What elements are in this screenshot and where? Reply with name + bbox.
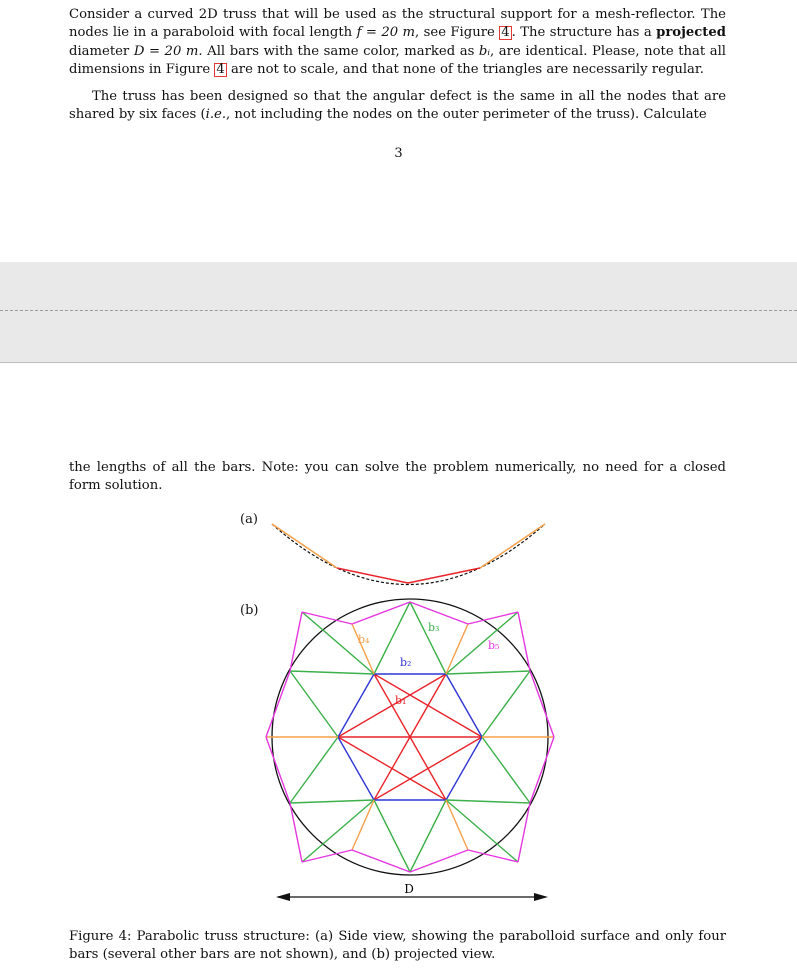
- pdf-page-3: [0, 0, 797, 263]
- page-break-line: [0, 310, 797, 311]
- paragraph-continuation: the lengths of all the bars. Note: you can solve the problem numerically, no need for a closed form solution.: [69, 460, 726, 494]
- truss-bar-b5: [518, 612, 530, 671]
- truss-bar-b5: [266, 737, 290, 803]
- truss-bar-b3: [482, 737, 530, 803]
- text-run: . The structure has a: [511, 25, 657, 41]
- diameter-label: D: [404, 882, 414, 896]
- truss-bar-b1: [338, 674, 446, 737]
- text-run: diameter: [69, 43, 134, 59]
- truss-bar-b1: [338, 737, 446, 800]
- text-run: are not to scale, and that none of the triangles are necessarily regular.: [226, 61, 704, 77]
- truss-bar-b5: [266, 671, 290, 737]
- figure-caption: Figure 4: Parabolic truss structure: (a) Side view, showing the parabolloid surface and only four bars (several other bars are not shown), and (b) projected view.: [69, 929, 726, 963]
- bar-label-b2: b₂: [400, 656, 412, 669]
- page-gap: [0, 262, 797, 362]
- truss-bar-b3: [290, 671, 338, 737]
- bar-label-b1: b₁: [395, 694, 407, 707]
- math-focal-length: f = 20 m: [356, 25, 416, 41]
- truss-bar-b3: [446, 671, 530, 674]
- truss-bar-b5: [530, 737, 554, 803]
- truss-bar-b4: [446, 800, 468, 850]
- bar-label-b5: b₅: [488, 639, 500, 652]
- text-run: . All bars with the same color, marked as: [198, 43, 479, 59]
- projected-view-figure: [0, 363, 797, 977]
- truss-bar-b3: [410, 800, 446, 872]
- diameter-arrow-left-head: [276, 893, 290, 901]
- diameter-arrow-right-head: [534, 893, 548, 901]
- bar-label-b4: b₄: [358, 633, 370, 646]
- text-run: , see Figure: [415, 25, 500, 41]
- subfigure-label-b: (b): [240, 603, 259, 618]
- truss-bar-b4: [446, 624, 468, 674]
- page-number: 3: [394, 146, 403, 161]
- text-ie: i.e.: [205, 107, 227, 123]
- truss-bar-b3: [446, 800, 530, 803]
- text-run: The truss has been designed so that the angular defect is the same in all the nodes that are shared by six faces (: [69, 89, 726, 123]
- bar-label-b3: b₃: [428, 621, 440, 634]
- truss-bar-b3: [410, 602, 446, 674]
- paragraph-truss-description: [69, 6, 726, 79]
- figure-ref-link[interactable]: 4: [216, 61, 225, 77]
- truss-bar-b4: [352, 800, 374, 850]
- paragraph-angular-defect: [69, 88, 726, 125]
- pdf-page-4: [0, 362, 797, 977]
- subfigure-label-a: (a): [240, 512, 258, 527]
- bold-term: projected: [656, 25, 726, 41]
- truss-bar-b3: [482, 671, 530, 737]
- truss-bar-b3: [290, 800, 374, 803]
- truss-bar-b2: [338, 737, 374, 800]
- truss-bar-b5: [530, 671, 554, 737]
- figure-ref-link[interactable]: 4: [501, 25, 510, 41]
- truss-bar-b2: [446, 674, 482, 737]
- text-run: , not including the nodes on the outer perimeter of the truss). Calculate: [226, 107, 707, 123]
- truss-bar-b4: [352, 624, 374, 674]
- math-diameter: D = 20 m: [133, 43, 199, 59]
- truss-bar-b5: [290, 803, 302, 862]
- truss-bar-b5: [518, 803, 530, 862]
- truss-bar-b1: [374, 674, 482, 737]
- truss-bar-b3: [374, 800, 410, 872]
- truss-bar-b2: [446, 737, 482, 800]
- truss-bar-b1: [374, 737, 482, 800]
- text-run: , are identical. Please, note that all dimensions in Figure: [69, 43, 727, 77]
- math-bar-symbol: bᵢ: [478, 43, 491, 59]
- text-run: Consider a curved 2D truss that will be used as the structural support for a mesh-reflector. The nodes lie in a paraboloid with focal length: [69, 7, 726, 41]
- truss-bar-b5: [290, 612, 302, 671]
- truss-bar-b3: [290, 671, 374, 674]
- truss-bar-b2: [338, 674, 374, 737]
- truss-bar-b3: [290, 737, 338, 803]
